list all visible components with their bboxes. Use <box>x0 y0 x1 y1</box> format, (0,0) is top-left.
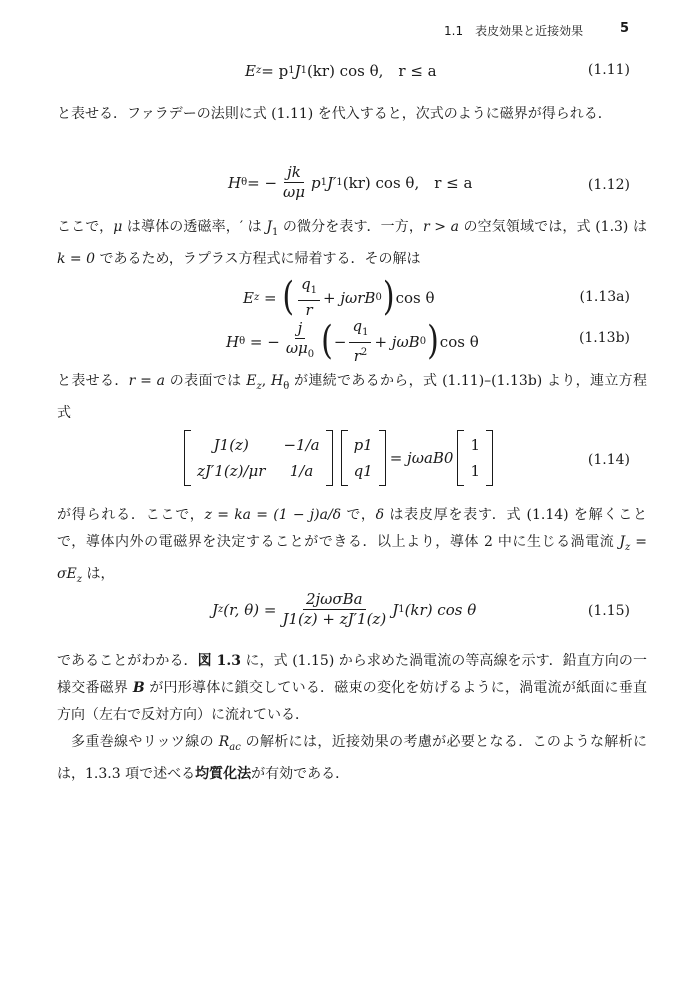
equation-1-15: J z (r, θ) = $\frac{\text{2jωσBa}}{J1(z) + zJ'1(z)}$ J 1 (kr) cos θ <box>212 590 477 628</box>
equation-1-14: J1(z) −1/a zJ′1(z)/μr 1/a p1 q1 = jωaB0 1 1 <box>180 430 497 486</box>
fraction-j-over-omega-mu0: $\frac{j}{\omega\mu_0}$ <box>285 319 315 360</box>
equation-1-12: H θ = − $\frac{jk}{\omega\mu}$ p 1 J′ 1 (kr) cos θ, r ≤ a <box>228 163 473 201</box>
coefficient-matrix: J1(z) −1/a zJ′1(z)/μr 1/a <box>184 430 333 486</box>
fraction-q1-over-r2: $\frac{q_1}{r^2}$ <box>349 318 371 365</box>
paragraph-2: ここで，μ は導体の透磁率，′ は $J_1$ の微分を表す．一方，r > a の空気領域では，式 (1.3) は k = 0 であるため，ラプラス方程式に帰着する．その解は <box>57 219 647 267</box>
left-paren: ( <box>282 274 295 320</box>
page-number: 5 <box>620 21 630 36</box>
equation-number-1-11: (1.11) <box>587 62 630 78</box>
fraction-jk-over-omega-mu: $\frac{jk}{\omega\mu}$ <box>283 163 306 201</box>
equation-1-13b: H θ = − $\frac{j}{\omega\mu_0}$ ( − $\frac{q_1}{r^2}$ + jωB 0 ) cos θ <box>226 317 479 365</box>
ones-vector: 1 1 <box>457 430 493 486</box>
equation-number-1-14: (1.14) <box>587 452 630 468</box>
equation-1-13a: E z = ( $\frac{q_1}{r}$ + jωrB 0 ) cos θ <box>243 274 435 320</box>
paragraph-3: と表せる．r = a の表面では $E_z$, $H_\theta$ が連続であるから，式 (1.11)–(1.13b) より，連立方程式 <box>57 373 647 421</box>
left-paren: ( <box>321 318 333 364</box>
right-paren: ) <box>382 274 395 320</box>
paragraph-1: と表せる．ファラデーの法則に式 (1.11) を代入すると，次式のように磁界が得られる． <box>57 106 612 122</box>
figure-reference[interactable]: 図 1.3 <box>197 653 241 669</box>
running-header-section: 1.1 表皮効果と近接効果 <box>444 24 584 38</box>
paragraph-6: 多重巻線やリッツ線の $R_{ac}$ の解析には，近接効果の考慮が必要となる．このような解析には，1.3.3 項で述べる均質化法が有効である． <box>57 734 648 782</box>
fraction-eddy-current: $\frac{\text{2jωσBa}}{J1(z) + zJ'1(z)}$ <box>282 590 387 628</box>
equation-number-1-12: (1.12) <box>587 177 630 193</box>
equation-number-1-13b: (1.13b) <box>578 330 630 346</box>
equation-1-11: E z = p 1 J 1 (kr) cos θ, r ≤ a <box>245 61 437 80</box>
paragraph-4: が得られる．ここで，z = ka = (1 − j)a/δ で，δ は表皮厚を表す．式 (1.14) を解くことで，導体内外の電磁界を決定することができる．以上より，導体 2 中に生じる渦電流 $J_z = \sigma E_z$ は， <box>57 507 648 585</box>
homogenization-term: 均質化法 <box>195 765 252 782</box>
fraction-q1-over-r: $\frac{q_1}{r}$ <box>298 276 320 319</box>
equation-number-1-15: (1.15) <box>587 603 630 619</box>
right-paren: ) <box>427 318 439 364</box>
unknown-vector: p1 q1 <box>341 430 386 486</box>
paragraph-5: であることがわかる．図 1.3 に，式 (1.15) から求めた渦電流の等高線を示す．鉛直方向の一様交番磁界 B が円形導体に鎖交している．磁束の変化を妨げるように，渦電流が紙面に垂直方向（左右で反対方向）に流れている． <box>57 653 648 723</box>
equation-number-1-13a: (1.13a) <box>579 289 630 305</box>
